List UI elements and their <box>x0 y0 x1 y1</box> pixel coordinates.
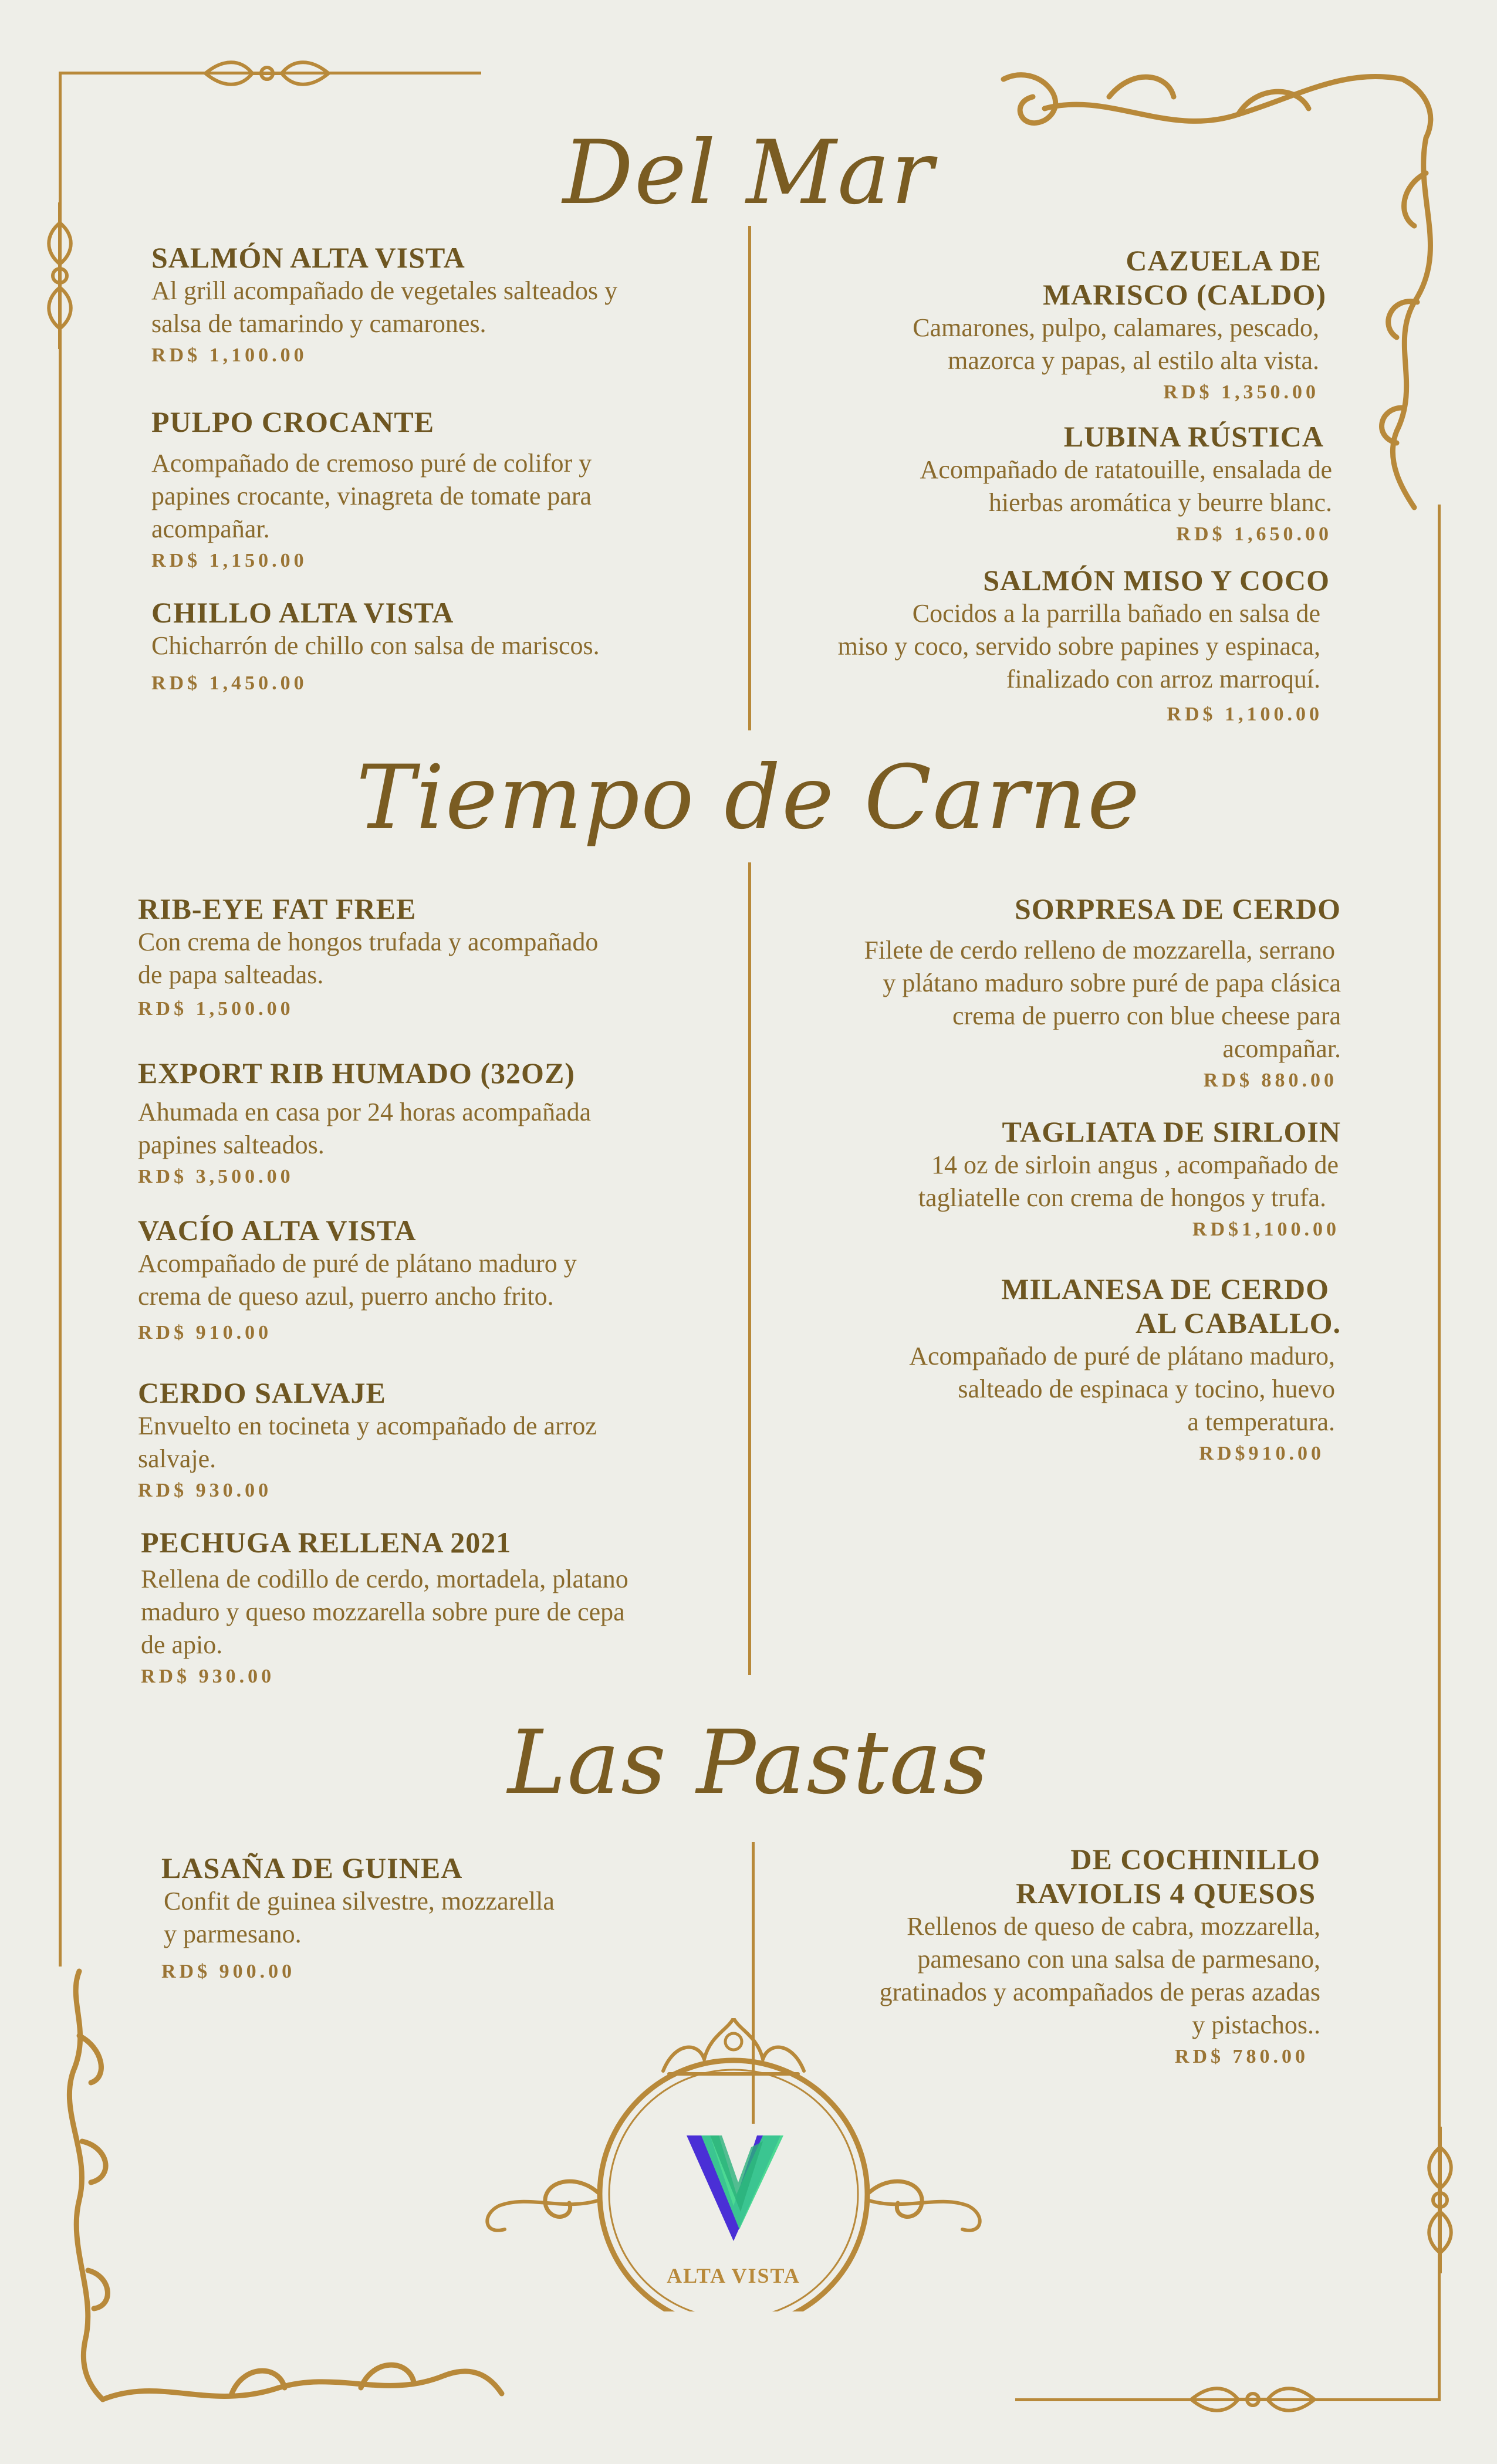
bottom-left-corner-flourish-icon <box>56 1965 513 2423</box>
menu-item-rib-eye <box>138 892 725 1024</box>
item-price: RD$ 1,450.00 <box>151 672 307 694</box>
section-title-tiempo-de-carne: Tiempo de Carne <box>356 747 1141 849</box>
item-name: CERDO SALVAJE <box>138 1376 386 1409</box>
section-title-las-pastas: Las Pastas <box>508 1712 989 1814</box>
item-desc-line: y plátano maduro sobre puré de papa clásica <box>883 969 1341 997</box>
item-desc-line: pamesano con una salsa de parmesano, <box>917 1945 1320 1974</box>
item-price: RD$ 780.00 <box>1174 2046 1309 2067</box>
item-name: DE COCHINILLO <box>1070 1843 1320 1876</box>
item-desc-line: Cocidos a la parrilla bañado en salsa de <box>912 599 1320 628</box>
item-price: RD$ 930.00 <box>141 1666 275 1687</box>
item-desc-line: papines salteados. <box>138 1131 325 1159</box>
item-price: RD$ 1,150.00 <box>151 550 307 571</box>
item-desc-line: papines crocante, vinagreta de tomate para <box>151 482 592 510</box>
item-desc-line: salteado de espinaca y tocino, huevo <box>958 1375 1335 1403</box>
item-name: RIB-EYE FAT FREE <box>138 892 417 925</box>
section-title-del-mar: Del Mar <box>562 122 935 224</box>
menu-item-cerdo-salvaje <box>138 1376 725 1506</box>
menu-item-pechuga-rellena <box>141 1525 728 1692</box>
menu-item-salmon-miso-y-coco <box>763 563 1330 730</box>
item-desc-line: Confit de guinea silvestre, mozzarella <box>164 1887 555 1915</box>
item-name: AL CABALLO. <box>1136 1307 1341 1339</box>
item-price: RD$ 1,100.00 <box>151 344 307 366</box>
item-desc-line: Acompañado de ratatouille, ensalada de <box>920 455 1332 484</box>
item-desc-line: Al grill acompañado de vegetales salteados y <box>151 276 618 305</box>
item-desc-line: salvaje. <box>138 1444 217 1473</box>
item-price: RD$ 1,100.00 <box>1167 703 1323 725</box>
restaurant-logo <box>469 2018 998 2311</box>
item-desc-line: hierbas aromática y beurre blanc. <box>988 488 1332 517</box>
item-desc-line: Acompañado de cremoso puré de colifor y <box>151 449 592 478</box>
item-name: LUBINA RÚSTICA <box>1063 420 1324 453</box>
item-price: RD$ 1,650.00 <box>1176 523 1332 545</box>
item-name: PULPO CROCANTE <box>151 405 435 438</box>
item-name: EXPORT RIB HUMADO (32OZ) <box>138 1057 575 1089</box>
item-desc-line: y parmesano. <box>164 1920 302 1948</box>
menu-item-milanesa-de-cerdo <box>763 1272 1341 1469</box>
item-desc-line: crema de queso azul, puerro ancho frito. <box>138 1282 554 1311</box>
item-desc-line: Con crema de hongos trufada y acompañado <box>138 928 599 956</box>
item-desc-line: Camarones, pulpo, calamares, pescado, <box>913 313 1319 342</box>
menu-item-pulpo-crocante <box>151 405 715 576</box>
menu-item-lubina-rustica <box>763 419 1332 550</box>
item-desc-line: tagliatelle con crema de hongos y trufa. <box>918 1183 1326 1212</box>
item-name: SORPRESA DE CERDO <box>1015 892 1341 925</box>
item-name: MARISCO (CALDO) <box>1042 278 1326 311</box>
item-desc-line: crema de puerro con blue cheese para <box>952 1001 1341 1030</box>
menu-item-vacio-alta-vista <box>138 1213 725 1348</box>
item-name: RAVIOLIS 4 QUESOS <box>1016 1877 1316 1910</box>
item-desc-line: Ahumada en casa por 24 horas acompañada <box>138 1098 592 1126</box>
item-name: CAZUELA DE <box>1126 244 1322 277</box>
item-desc-line: a temperatura. <box>1187 1407 1335 1436</box>
item-price: RD$910.00 <box>1199 1443 1324 1464</box>
item-desc-line: Chicharrón de chillo con salsa de mariscos. <box>151 631 600 660</box>
bottom-right-flourish-icon <box>1185 2382 1320 2417</box>
item-name: CHILLO ALTA VISTA <box>151 596 454 629</box>
item-desc-line: Acompañado de puré de plátano maduro y <box>138 1249 577 1278</box>
menu-item-cazuela-de-marisco <box>763 243 1326 408</box>
frame-left-line <box>59 72 62 1967</box>
item-price: RD$ 3,500.00 <box>138 1166 294 1187</box>
item-name: SALMÓN MISO Y COCO <box>983 564 1330 597</box>
item-desc-line: Acompañado de puré de plátano maduro, <box>909 1342 1335 1370</box>
item-price: RD$1,100.00 <box>1192 1219 1340 1240</box>
item-desc-line: miso y coco, servido sobre papines y espinaca, <box>837 632 1320 661</box>
item-desc-line: Envuelto en tocineta y acompañado de arroz <box>138 1412 597 1440</box>
item-desc-line: de apio. <box>141 1630 223 1659</box>
item-price: RD$ 1,350.00 <box>1163 381 1319 403</box>
item-desc-line: Rellena de codillo de cerdo, mortadela, platano <box>141 1565 628 1593</box>
item-desc-line: y pistachos.. <box>1192 2011 1320 2039</box>
right-side-ornament-icon <box>1422 2124 1458 2276</box>
item-desc-line: finalizado con arroz marroquí. <box>1006 665 1320 693</box>
item-price: RD$ 1,500.00 <box>138 998 294 1020</box>
menu-item-sorpresa-de-cerdo <box>763 892 1341 1096</box>
item-desc-line: salsa de tamarindo y camarones. <box>151 309 486 338</box>
item-desc-line: gratinados y acompañados de peras azadas <box>879 1978 1320 2006</box>
item-name: LASAÑA DE GUINEA <box>161 1852 463 1884</box>
item-name: SALMÓN ALTA VISTA <box>151 241 465 274</box>
item-price: RD$ 880.00 <box>1203 1069 1337 1091</box>
item-price: RD$ 900.00 <box>161 1961 296 1982</box>
item-desc-line: Filete de cerdo relleno de mozzarella, serrano <box>864 936 1335 964</box>
item-desc-line: acompañar. <box>151 515 270 543</box>
top-left-flourish-icon <box>200 56 334 91</box>
left-side-ornament-icon <box>42 199 77 352</box>
menu-item-tagliata-de-sirloin <box>763 1115 1341 1245</box>
del-mar-divider <box>748 226 751 730</box>
item-price: RD$ 910.00 <box>138 1322 272 1343</box>
menu-item-lasana-de-guinea <box>161 1851 719 1987</box>
item-desc-line: acompañar. <box>1222 1034 1341 1063</box>
item-name: MILANESA DE CERDO <box>1001 1272 1329 1305</box>
logo-brand-text: ALTA VISTA <box>667 2264 800 2287</box>
menu-item-salmon-alta-vista <box>151 241 715 371</box>
item-desc-line: Rellenos de queso de cabra, mozzarella, <box>907 1912 1320 1941</box>
item-name: VACÍO ALTA VISTA <box>138 1214 417 1247</box>
item-name: PECHUGA RELLENA 2021 <box>141 1526 512 1559</box>
item-name: TAGLIATA DE SIRLOIN <box>1002 1115 1341 1148</box>
menu-item-export-rib <box>138 1056 725 1192</box>
item-desc-line: maduro y queso mozzarella sobre pure de cepa <box>141 1597 625 1626</box>
item-price: RD$ 930.00 <box>138 1480 272 1501</box>
carne-divider <box>748 862 751 1675</box>
item-desc-line: mazorca y papas, al estilo alta vista. <box>948 346 1319 375</box>
item-desc-line: 14 oz de sirloin angus , acompañado de <box>931 1150 1339 1179</box>
item-desc-line: de papa salteadas. <box>138 960 324 989</box>
menu-item-chillo-alta-vista <box>151 595 715 699</box>
